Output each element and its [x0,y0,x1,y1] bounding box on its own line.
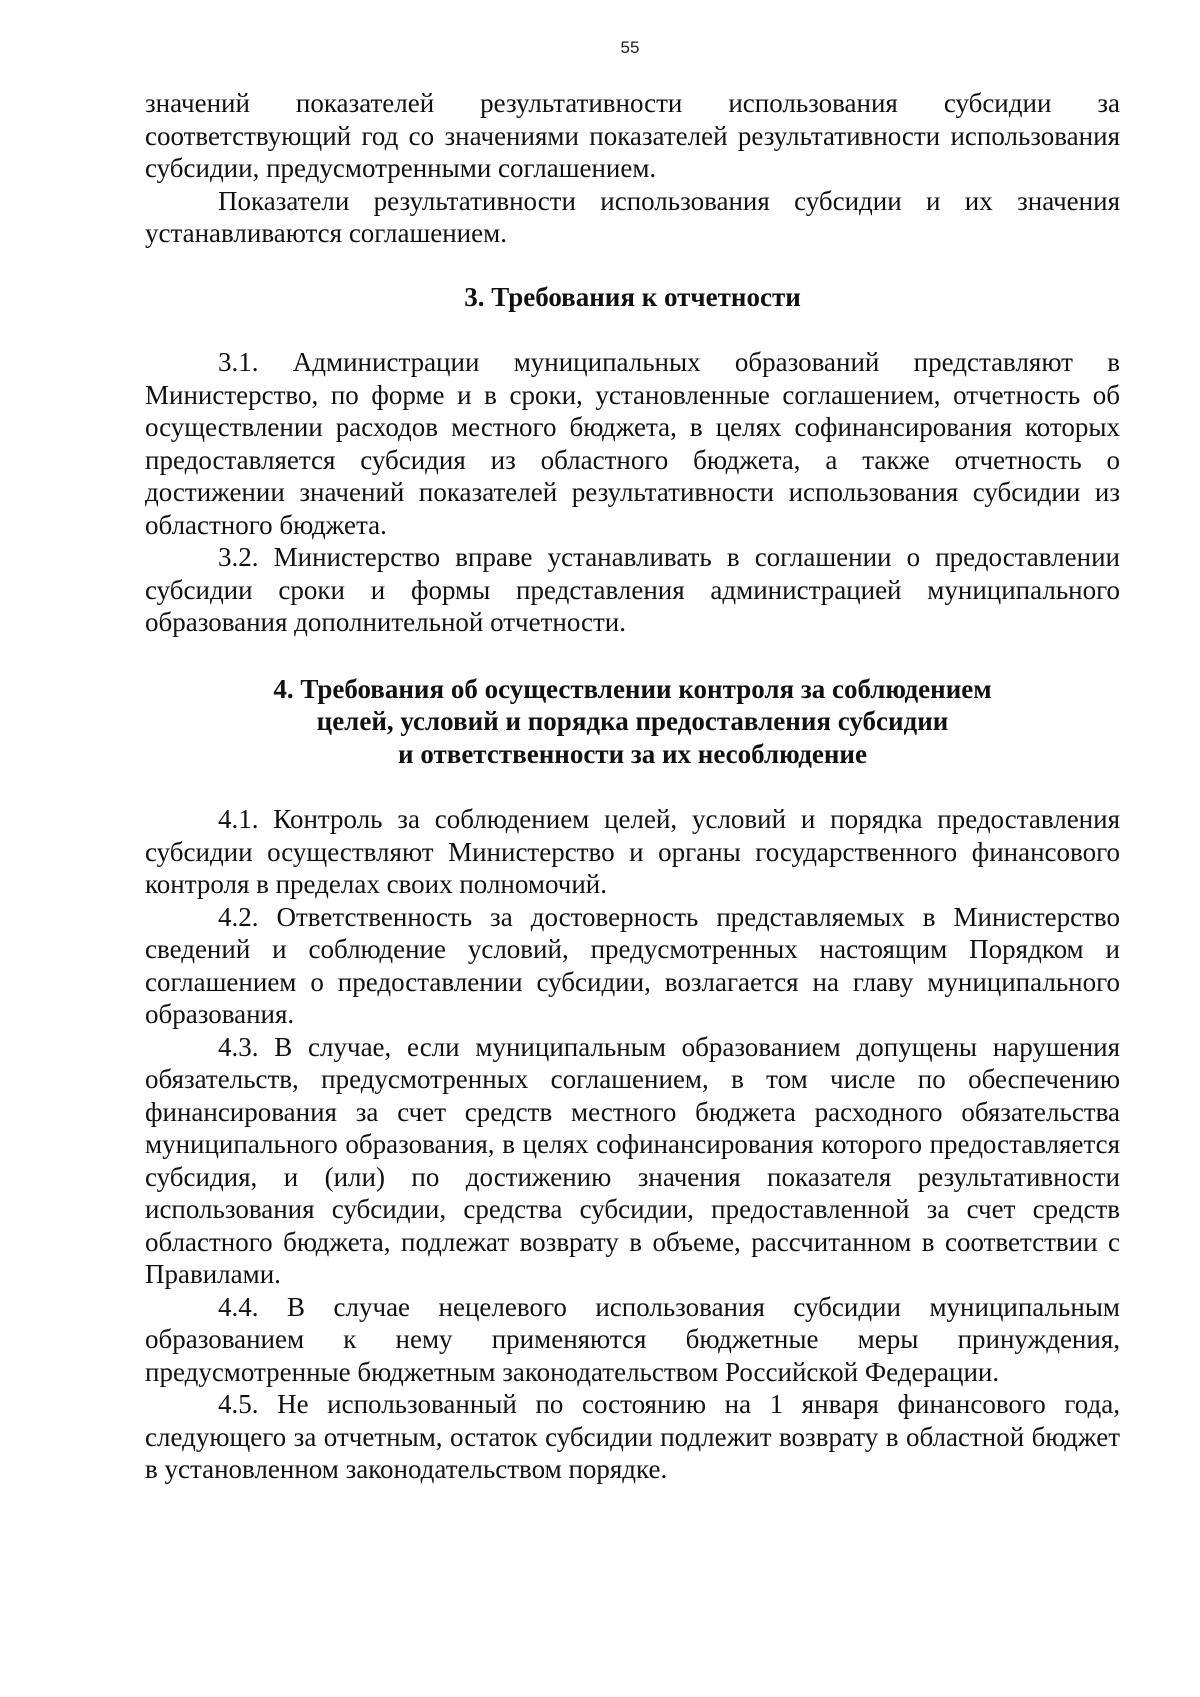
paragraph-continuation: значений показателей результативности использования субсидии за соответствующий год со значениями показателей результативности использования субсидии, предусмотренными соглашением. [145,88,1120,183]
page-number: 55 [620,38,640,57]
paragraph-4-2: 4.2. Ответственность за достоверность представляемых в Министерство сведений и соблюдение условий, предусмотренных настоящим Порядком и соглашением о предоставлении субсидии, возлагается на главу муниципального образования. [145,901,1120,1029]
paragraph-4-1: 4.1. Контроль за соблюдением целей, условий и порядка предоставления субсидии осуществляют Министерство и органы государственного финансового контроля в пределах своих полномочий. [145,804,1120,899]
paragraph-4-5: 4.5. Не использованный по состоянию на 1 января финансового года, следующего за отчетным, остаток субсидии подлежит возврату в областной бюджет в установленном законодательством порядке. [145,1389,1120,1484]
document-body [145,87,1120,1486]
paragraph-4-3: 4.3. В случае, если муниципальным образованием допущены нарушения обязательств, предусмотренных соглашением, в том числе по обеспечению финансирования за счет средств местного бюджета расходного обязательства муниципального образования, в целях софинансирования которого предоставляется субсидия, и (или) по достижению значения показателя результативности использования субсидии, средства субсидии, предоставленной за счет средств областного бюджета, подлежат возврату в объеме, рассчитанном в соответствии с Правилами. [145,1031,1120,1289]
paragraph-3-1: 3.1. Администрации муниципальных образований представляют в Министерство, по форме и в сроки, установленные соглашением, отчетность об осуществлении расходов местного бюджета, в целях софинансирования которых предоставляется субсидия из областного бюджета, а также отчетность о достижении значений показателей результативности использования субсидии из областного бюджета. [145,347,1120,540]
section-4-heading-line-3: и ответственности за их несоблюдение [398,738,867,769]
paragraph-indicators: Показатели результативности использования субсидии и их значения устанавливаются соглашением. [145,185,1120,248]
section-4-heading [145,673,1120,771]
section-3-heading: 3. Требования к отчетности [464,281,801,312]
section-4-heading-line-1: 4. Требования об осуществлении контроля за соблюдением [273,673,992,704]
paragraph-3-2: 3.2. Министерство вправе устанавливать в соглашении о предоставлении субсидии сроки и формы представления администрацией муниципального образования дополнительной отчетности. [145,542,1120,637]
section-4-heading-line-2: целей, условий и порядка предоставления субсидии [316,706,949,736]
paragraph-4-4: 4.4. В случае нецелевого использования субсидии муниципальным образованием к нему применяются бюджетные меры принуждения, предусмотренные бюджетным законодательством Российской Федерации. [145,1291,1120,1387]
